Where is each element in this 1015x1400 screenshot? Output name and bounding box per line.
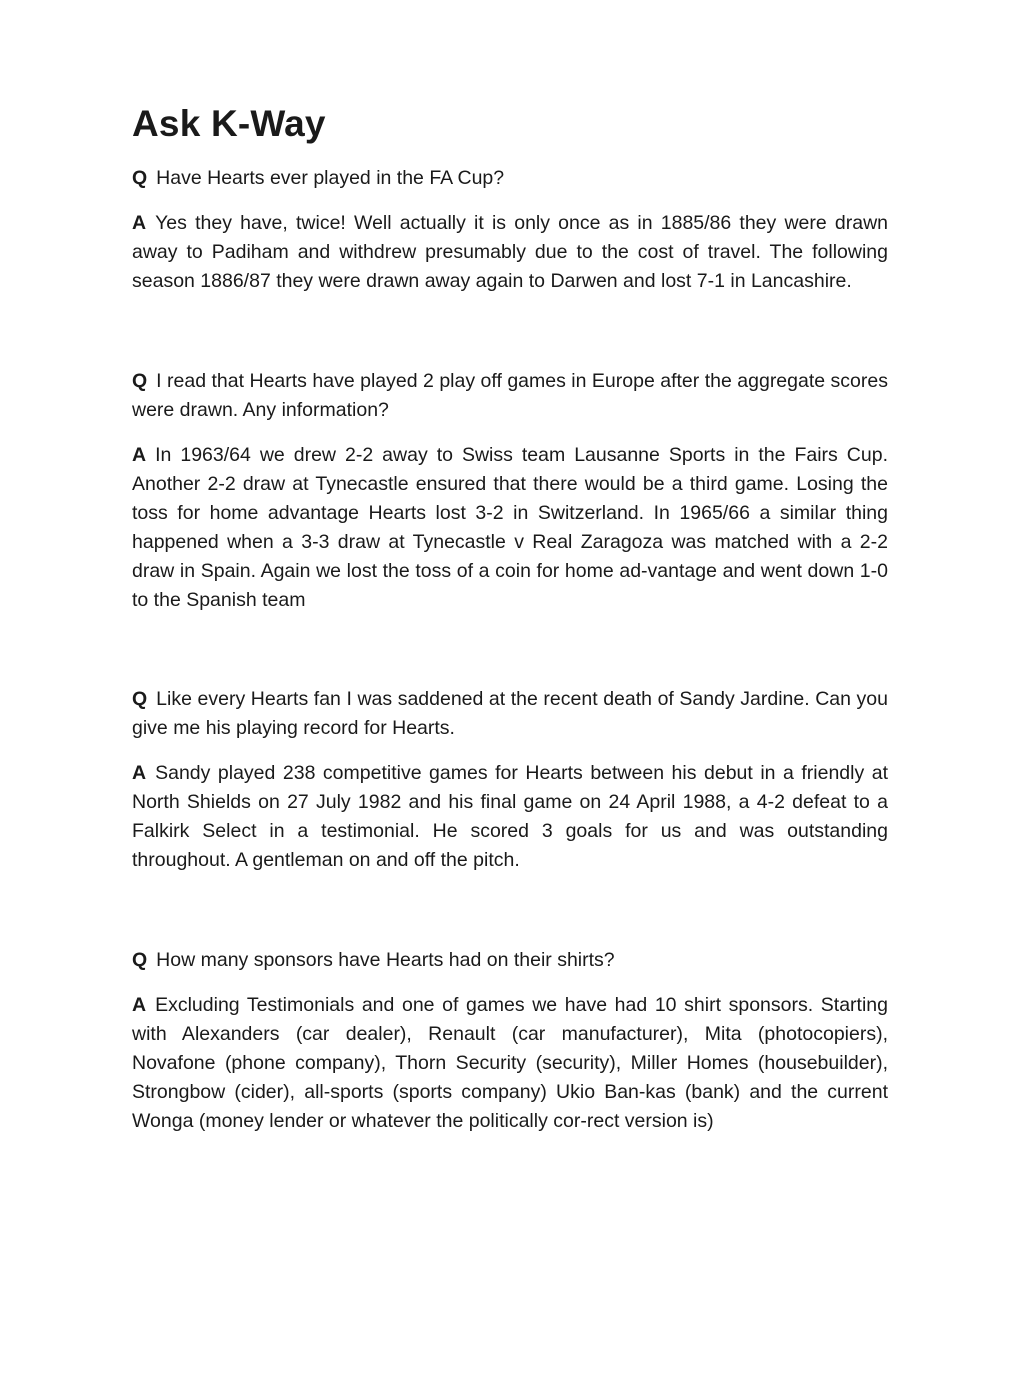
answer-3 [132, 759, 888, 875]
question-label: Q [132, 949, 148, 971]
document-page [132, 100, 888, 1207]
question-text: Like every Hearts fan I was saddened at the recent death of Sandy Jardine. Can you give me his playing record for Hearts. [132, 688, 888, 739]
qa-item-4 [132, 946, 888, 1136]
qa-item-3 [132, 685, 888, 875]
question-text: Have Hearts ever played in the FA Cup? [156, 167, 505, 189]
qa-item-2 [132, 367, 888, 615]
question-3 [132, 685, 888, 743]
question-label: Q [132, 688, 148, 710]
answer-label: A [132, 212, 147, 234]
question-1 [132, 164, 888, 193]
answer-text: Excluding Testimonials and one of games we have had 10 shirt sponsors. Starting with Alexanders (car dealer), Renault (car manufacturer), Mita (photocopiers), Novafone (phone company), Thorn Security (security), Miller Homes (housebuilder), Strongbow (cider), all-sports (sports company) Ukio Ban-kas (bank) and the current Wonga (money lender or whatever the politically cor-rect version is) [132, 994, 888, 1132]
question-label: Q [132, 167, 148, 189]
question-text: How many sponsors have Hearts had on their shirts? [156, 949, 615, 971]
question-label: Q [132, 370, 148, 392]
answer-text: Yes they have, twice! Well actually it is only once as in 1885/86 they were drawn away to Padiham and withdrew presumably due to the cost of travel. The following season 1886/87 they were drawn away again to Darwen and lost 7-1 in Lancashire. [132, 212, 888, 292]
answer-4 [132, 991, 888, 1136]
answer-text: Sandy played 238 competitive games for Hearts between his debut in a friendly at North Shields on 27 July 1982 and his final game on 24 April 1988, a 4-2 defeat to a Falkirk Select in a testimonial. He scored 3 goals for us and was outstanding throughout. A gentleman on and off the pitch. [132, 762, 888, 871]
qa-item-1 [132, 164, 888, 296]
page-title: Ask K-Way [132, 103, 326, 144]
answer-label: A [132, 444, 147, 466]
answer-text: In 1963/64 we drew 2-2 away to Swiss team Lausanne Sports in the Fairs Cup. Another 2-2 draw at Tynecastle ensured that there would be a third game. Losing the toss for home advantage Hearts lost 3-2 in Switzerland. In 1965/66 a similar thing happened when a 3-3 draw at Tynecastle v Real Zaragoza was matched with a 2-2 draw in Spain. Again we lost the toss of a coin for home ad-vantage and went down 1-0 to the Spanish team [132, 444, 888, 611]
answer-1 [132, 209, 888, 296]
answer-label: A [132, 994, 147, 1016]
answer-2 [132, 441, 888, 615]
answer-label: A [132, 762, 147, 784]
question-2 [132, 367, 888, 425]
question-text: I read that Hearts have played 2 play off games in Europe after the aggregate scores were drawn. Any information? [132, 370, 888, 421]
question-4 [132, 946, 888, 975]
